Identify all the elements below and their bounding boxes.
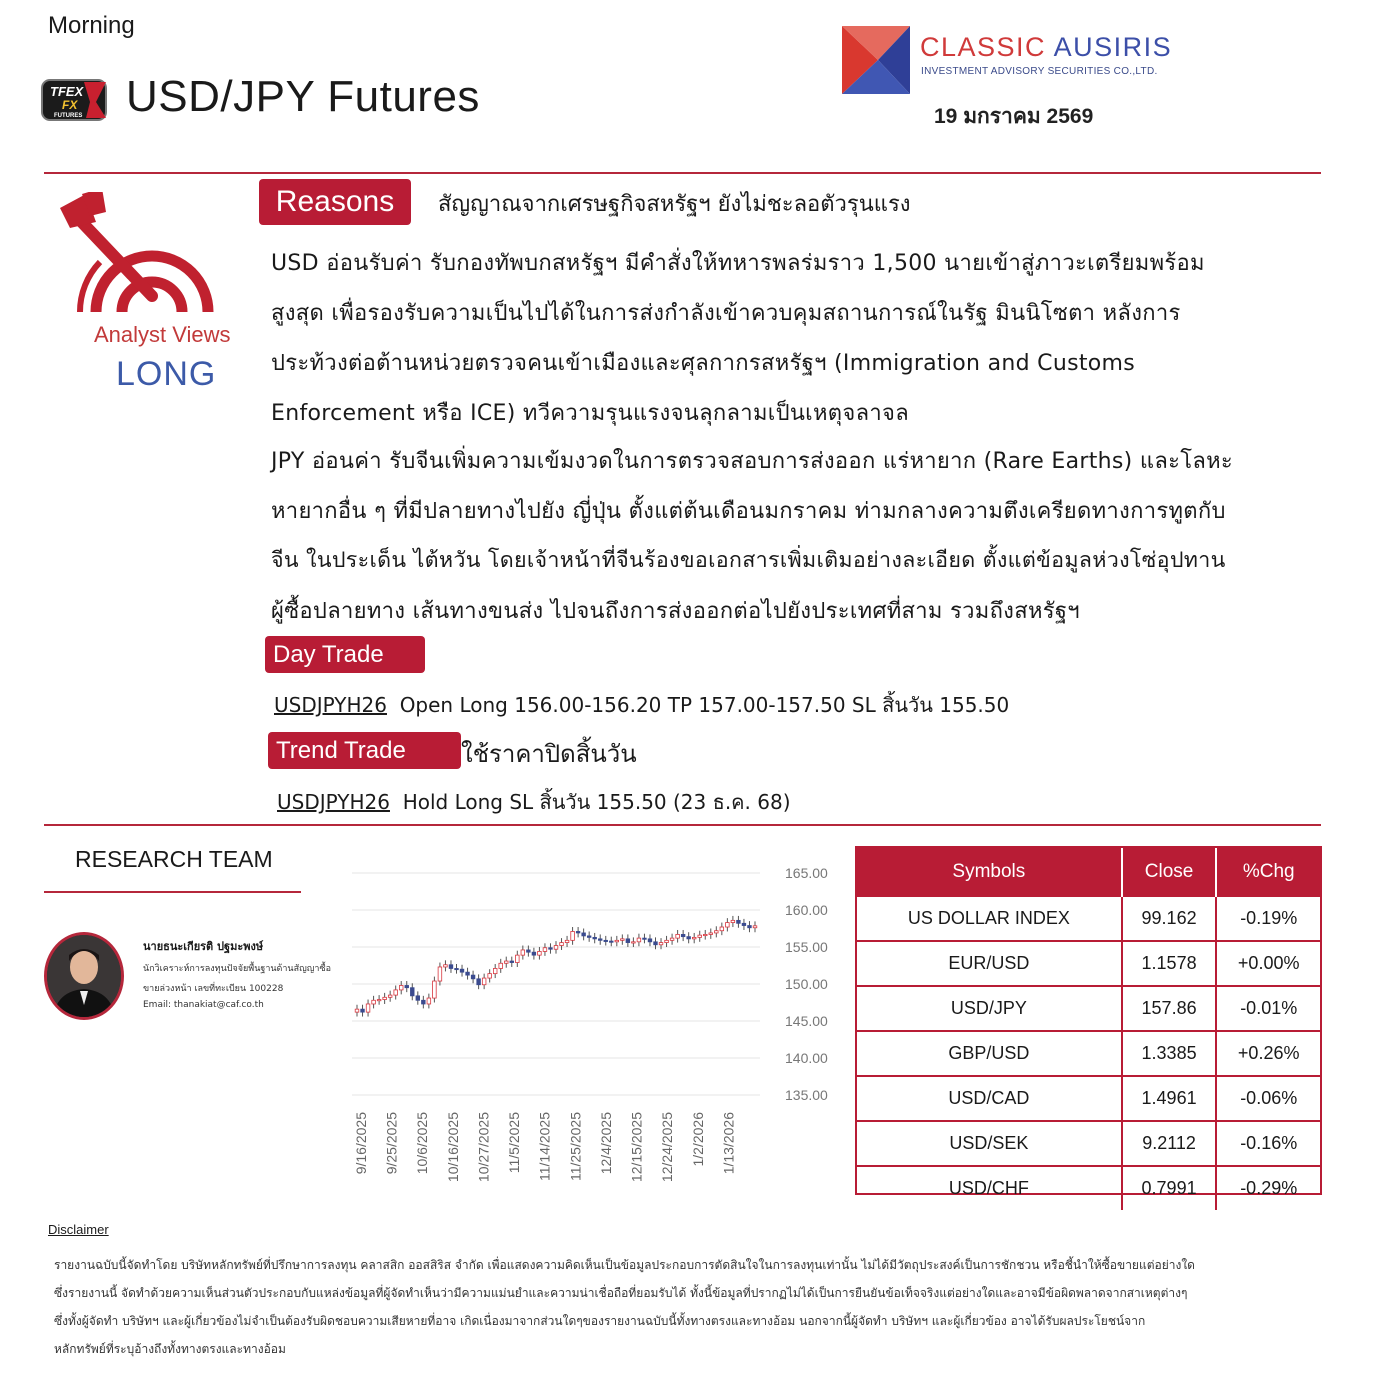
- x-tick-label: 9/25/2025: [383, 1112, 400, 1175]
- symbol-cell: USD/SEK: [857, 1121, 1122, 1166]
- candle-body: [615, 940, 619, 941]
- candle-body: [510, 961, 514, 962]
- chg-cell: +0.26%: [1216, 1031, 1320, 1076]
- candle-body: [427, 998, 431, 1004]
- chg-cell: +0.00%: [1216, 941, 1320, 986]
- candle-body: [438, 967, 442, 981]
- candle-body: [576, 931, 580, 932]
- candle-body: [742, 923, 746, 925]
- candle-body: [637, 938, 641, 942]
- table-row: [857, 1121, 1320, 1166]
- x-tick-label: 9/16/2025: [353, 1112, 369, 1175]
- symbol-cell: USD/CHF: [857, 1166, 1122, 1210]
- candle-body: [654, 942, 658, 945]
- candle-body: [410, 988, 414, 996]
- target-arrow-icon: [56, 192, 248, 322]
- day-trade-symbol: USDJPYH26: [274, 693, 387, 717]
- candle-body: [388, 995, 392, 997]
- position-label: LONG: [116, 355, 217, 393]
- candle-body: [582, 933, 586, 936]
- quotes-table: [855, 846, 1322, 1198]
- symbol-cell: EUR/USD: [857, 941, 1122, 986]
- reason-line: จีน ในประเด็น ไต้หวัน โดยเจ้าหน้าที่จีนร้องขอเอกสารเพิ่มเติมอย่างละเอียด ตั้งแต่ข้อมูลห่วงโซ่อุปทาน: [271, 548, 1226, 573]
- candle-body: [565, 940, 569, 942]
- candle-body: [648, 939, 652, 942]
- candle-body: [433, 981, 437, 998]
- candle-body: [416, 996, 420, 1000]
- reason-line: USD อ่อนรับค่า รับกองทัพบกสหรัฐฯ มีคำสั่งให้ทหารพลร่มราว 1,500 นายเข้าสู่ภาวะเตรียมพร้อม: [271, 251, 1205, 276]
- y-tick-label: 150.00: [785, 976, 828, 992]
- chg-cell: -0.19%: [1216, 896, 1320, 941]
- candle-body: [521, 950, 525, 955]
- candle-body: [466, 972, 470, 975]
- disclaimer-line: ซึ่งรายงานนี้ จัดทำด้วยความเห็นส่วนตัวประกอบกับแหล่งข้อมูลที่ผู้จัดทำเห็นว่ามีความแม่นยำและความน่าเชื่อถือที่ยอมรับได้ ทั้งนี้ข้อมูลที่ปรากฏไม่ได้เป็นการยืนยันข้อเท็จจริงแต่อย่างใดและอาจมีข้อผิดพลาดจากสาเหตุต่างๆ: [54, 1286, 1188, 1300]
- candle-body: [598, 939, 602, 940]
- candle-body: [444, 965, 448, 967]
- candle-body: [726, 923, 730, 927]
- candle-body: [361, 1009, 365, 1012]
- close-cell: 157.86: [1122, 986, 1217, 1031]
- candle-body: [482, 978, 486, 985]
- x-tick-label: 12/24/2025: [659, 1112, 676, 1183]
- table-row: [857, 986, 1320, 1031]
- y-tick-label: 160.00: [785, 902, 828, 918]
- chg-cell: -0.16%: [1216, 1121, 1320, 1166]
- candle-body: [715, 931, 719, 933]
- candle-body: [538, 951, 542, 955]
- trend-trade-symbol: USDJPYH26: [277, 790, 390, 814]
- analyst-license: ขายล่วงหน้า เลขที่ทะเบียน 100228: [143, 984, 284, 994]
- disclaimer-line: รายงานฉบับนี้จัดทำโดย บริษัทหลักทรัพย์ที่ปรึกษาการลงทุน คลาสสิก ออสสิริส จำกัด เพื่อแสดงความคิดเห็นเป็นข้อมูลประกอบการตัดสินใจในการลงทุนเท่านั้น ไม่ได้มีวัตถุประสงค์เป็นการชักชวน หรือชี้นำให้ซื้อขายแต่อย่างใด: [54, 1258, 1195, 1272]
- close-cell: 99.162: [1122, 896, 1217, 941]
- chg-cell: -0.29%: [1216, 1166, 1320, 1210]
- candle-body: [709, 933, 713, 934]
- symbol-cell: US DOLLAR INDEX: [857, 896, 1122, 941]
- disclaimer-title: Disclaimer: [48, 1222, 109, 1237]
- close-cell: 1.3385: [1122, 1031, 1217, 1076]
- analyst-views-label: Analyst Views: [94, 322, 231, 347]
- table-row: [857, 1076, 1320, 1121]
- chg-cell: -0.01%: [1216, 986, 1320, 1031]
- candle-body: [621, 939, 625, 940]
- table-row: [857, 941, 1320, 986]
- candle-body: [532, 952, 536, 955]
- report-date: 19 มกราคม 2569: [934, 105, 1094, 128]
- top-divider: [44, 172, 1321, 174]
- table-row: [857, 896, 1320, 941]
- candle-body: [676, 934, 680, 938]
- candle-body: [493, 968, 497, 973]
- x-tick-label: 10/6/2025: [414, 1112, 431, 1175]
- tfex-text: TFEX: [50, 84, 84, 99]
- disclaimer-line: ซึ่งทั้งผู้จัดทำ บริษัทฯ และผู้เกี่ยวข้องไม่จำเป็นต้องรับผิดชอบความเสียหายที่อาจ เกิดเนื่องมาจากส่วนใดๆของรายงานฉบับนี้ทั้งทางตรงและทางอ้อม นอกจากนี้ผู้จัดทำ บริษัทฯ และผู้เกี่ยวข้อง อาจได้รับผลประโยชน์จาก: [54, 1314, 1146, 1328]
- candle-body: [698, 935, 702, 937]
- candle-body: [477, 979, 481, 985]
- trend-trade-note: ใช้ราคาปิดสิ้นวัน: [461, 740, 637, 768]
- table-header-row: [857, 848, 1320, 896]
- candle-body: [692, 937, 696, 938]
- candle-body: [527, 950, 531, 952]
- page-title: USD/JPY Futures: [126, 72, 480, 121]
- column-header-chg: %Chg: [1216, 848, 1320, 896]
- candle-body: [449, 965, 453, 969]
- symbol-cell: USD/JPY: [857, 986, 1122, 1031]
- candle-body: [753, 926, 757, 928]
- futures-text: FUTURES: [54, 113, 83, 119]
- candle-body: [383, 997, 387, 999]
- candle-body: [737, 920, 741, 923]
- x-tick-label: 1/2/2026: [689, 1112, 706, 1167]
- y-tick-label: 135.00: [785, 1087, 828, 1103]
- y-tick-label: 145.00: [785, 1013, 828, 1029]
- reasons-tag: Reasons: [259, 179, 411, 225]
- candle-body: [593, 937, 597, 938]
- candle-body: [659, 943, 663, 945]
- candle-body: [499, 963, 503, 968]
- column-header-close: Close: [1122, 848, 1217, 896]
- candle-body: [560, 943, 564, 946]
- company-name: CLASSIC AUSIRIS: [920, 32, 1173, 62]
- candle-body: [543, 948, 547, 952]
- candle-body: [394, 990, 398, 995]
- analyst-role: นักวิเคราะห์การลงทุนปัจจัยพื้นฐานด้านสัญญาซื้อ: [143, 964, 331, 974]
- research-team-underline: [44, 891, 301, 893]
- candle-body: [504, 961, 508, 963]
- trend-trade-detail: Hold Long SL สิ้นวัน 155.50 (23 ธ.ค. 68): [402, 790, 791, 814]
- usdjpy-price-chart: [340, 860, 840, 1200]
- close-cell: 1.4961: [1122, 1076, 1217, 1121]
- candle-body: [377, 1000, 381, 1001]
- candle-body: [488, 974, 492, 978]
- middle-divider: [44, 824, 1321, 826]
- candle-body: [460, 969, 464, 972]
- trend-trade-tag: Trend Trade: [268, 732, 461, 769]
- x-tick-label: 11/14/2025: [536, 1112, 553, 1182]
- y-tick-label: 155.00: [785, 939, 828, 955]
- candle-body: [626, 939, 630, 943]
- candle-body: [731, 920, 735, 922]
- candle-body: [455, 968, 459, 969]
- candle-body: [670, 938, 674, 940]
- candle-body: [405, 985, 409, 987]
- close-cell: 0.7991: [1122, 1166, 1217, 1210]
- candle-body: [748, 926, 752, 928]
- company-subtitle: INVESTMENT ADVISORY SECURITIES CO.,LTD.: [921, 66, 1158, 77]
- x-tick-label: 12/4/2025: [597, 1112, 614, 1175]
- candle-body: [643, 938, 647, 939]
- x-tick-label: 10/16/2025: [444, 1112, 461, 1183]
- candle-body: [471, 975, 475, 979]
- analyst-name: นายธนะเกียรติ ปฐมะพงษ์: [143, 940, 264, 953]
- candle-body: [366, 1004, 370, 1012]
- candle-body: [604, 940, 608, 941]
- y-tick-label: 140.00: [785, 1050, 828, 1066]
- reason-line: JPY อ่อนค่า รับจีนเพิ่มความเข้มงวดในการตรวจสอบการส่งออก แร่หายาก (Rare Earths) และโลหะ: [271, 449, 1234, 474]
- analyst-email: Email: thanakiat@caf.co.th: [143, 1000, 264, 1010]
- candle-body: [665, 940, 669, 942]
- candle-body: [687, 937, 691, 939]
- candle-body: [681, 934, 685, 936]
- close-cell: 1.1578: [1122, 941, 1217, 986]
- candle-body: [549, 948, 553, 949]
- x-tick-label: 11/5/2025: [506, 1112, 523, 1174]
- reasons-headline: สัญญาณจากเศรษฐกิจสหรัฐฯ ยังไม่ชะลอตัวรุนแรง: [438, 192, 911, 217]
- reason-line: ผู้ซื้อปลายทาง เส้นทางขนส่ง ไปจนถึงการส่งออกต่อไปยังประเทศที่สาม รวมถึงสหรัฐฯ: [271, 599, 1080, 624]
- y-tick-label: 165.00: [785, 865, 828, 881]
- symbol-cell: GBP/USD: [857, 1031, 1122, 1076]
- candle-body: [554, 946, 558, 950]
- x-tick-label: 1/13/2026: [720, 1112, 737, 1175]
- column-header-symbols: Symbols: [857, 848, 1122, 896]
- day-trade-tag: Day Trade: [265, 636, 425, 673]
- research-team-title: RESEARCH TEAM: [75, 846, 273, 872]
- close-cell: 9.2112: [1122, 1121, 1217, 1166]
- day-trade-line: [274, 689, 1009, 721]
- trend-trade-line: [277, 786, 791, 818]
- reason-line: หายากอื่น ๆ ที่มีปลายทางไปยัง ญี่ปุ่น ตั้งแต่ต้นเดือนมกราคม ท่ามกลางความตึงเครียดทางการทูตกับ: [271, 499, 1226, 524]
- candle-body: [422, 1000, 426, 1004]
- candle-body: [516, 955, 520, 962]
- candle-body: [372, 1000, 376, 1004]
- x-tick-label: 11/25/2025: [567, 1112, 584, 1182]
- candle-body: [720, 927, 724, 931]
- reason-line: Enforcement หรือ ICE) ทวีความรุนแรงจนลุกลามเป็นเหตุจลาจล: [271, 401, 909, 426]
- table-row: [857, 1166, 1320, 1210]
- tfex-fx-futures-logo: [40, 76, 110, 124]
- candle-body: [703, 934, 707, 935]
- candle-body: [587, 936, 591, 937]
- candle-body: [355, 1009, 359, 1012]
- symbol-cell: USD/CAD: [857, 1076, 1122, 1121]
- x-tick-label: 12/15/2025: [628, 1112, 645, 1183]
- reason-line: สูงสุด เพื่อรองรับความเป็นไปได้ในการส่งกำลังเข้าควบคุมสถานการณ์ในรัฐ มินนิโซตา หลังการ: [271, 301, 1181, 326]
- candle-body: [609, 941, 613, 942]
- analyst-avatar: [44, 932, 124, 1020]
- candle-body: [399, 985, 403, 989]
- edition-label: Morning: [48, 12, 135, 39]
- chg-cell: -0.06%: [1216, 1076, 1320, 1121]
- candle-body: [632, 942, 636, 943]
- fx-text: FX: [62, 98, 78, 112]
- disclaimer-line: หลักทรัพย์ที่ระบุอ้างถึงทั้งทางตรงและทางอ้อม: [54, 1342, 286, 1356]
- reason-line: ประท้วงต่อต้านหน่วยตรวจคนเข้าเมืองและศุลกากรสหรัฐฯ (Immigration and Customs: [271, 351, 1136, 376]
- candle-body: [571, 931, 575, 940]
- day-trade-detail: Open Long 156.00-156.20 TP 157.00-157.50 SL สิ้นวัน 155.50: [399, 693, 1010, 717]
- x-tick-label: 10/27/2025: [475, 1112, 492, 1183]
- table-row: [857, 1031, 1320, 1076]
